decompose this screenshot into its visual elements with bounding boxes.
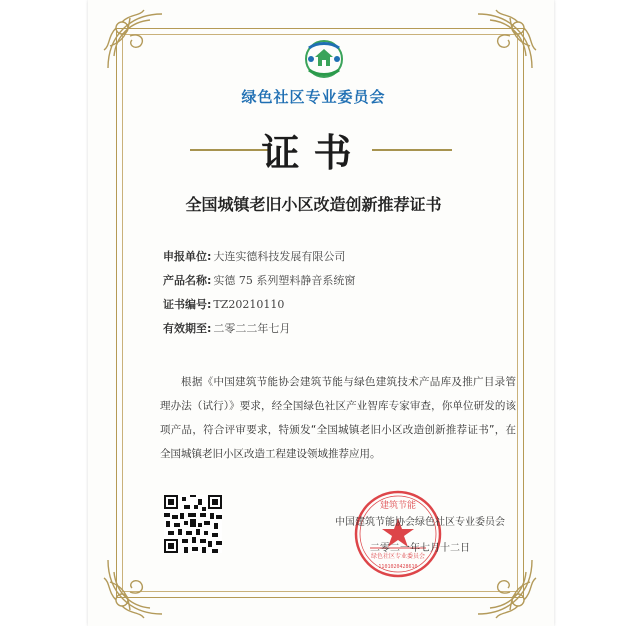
svg-text:建筑节能: 建筑节能 xyxy=(379,501,417,511)
field-value: 实德 75 系列塑料静音系统窗 xyxy=(213,274,356,287)
corner-ornament-icon xyxy=(100,6,170,76)
corner-ornament-icon xyxy=(470,6,540,76)
field-cert-number xyxy=(163,296,355,320)
official-seal-icon xyxy=(352,488,444,580)
issuer-name: 中国建筑节能协会绿色社区专业委员会 xyxy=(335,517,505,528)
field-product xyxy=(163,272,355,296)
svg-text:1101020428610: 1101020428610 xyxy=(378,564,418,570)
field-label: 产品名称: xyxy=(163,274,212,287)
title-rule-right xyxy=(372,149,452,151)
corner-ornament-icon xyxy=(470,552,540,622)
community-logo-icon xyxy=(303,38,345,80)
organization-name: 绿色社区专业委员会 xyxy=(241,88,386,106)
qr-code-icon[interactable] xyxy=(164,495,222,553)
certificate-subtitle: 全国城镇老旧小区改造创新推荐证书 xyxy=(185,195,442,214)
issue-date: 二零二一年七月十二日 xyxy=(370,543,470,554)
field-value: 二零二二年七月 xyxy=(213,322,291,335)
field-value: TZ20210110 xyxy=(213,298,285,311)
svg-text:绿色社区专业委员会: 绿色社区专业委员会 xyxy=(370,553,426,560)
certificate-body: 根据《中国建筑节能协会建筑节能与绿色建筑技术产品库及推广目录管理办法（试行）》要求，经全国绿色社区产业智库专家审查，你单位研发的该项产品，符合评审要求，特颁发“全国城镇老旧小区改造创新推荐证书”，在全国城镇老旧小区改造工程建设领域推荐应用。 xyxy=(160,376,516,460)
field-label: 申报单位: xyxy=(163,250,212,263)
field-label: 有效期至: xyxy=(163,322,212,335)
certificate-fields xyxy=(163,248,355,344)
field-value: 大连实德科技发展有限公司 xyxy=(213,250,346,263)
corner-ornament-icon xyxy=(100,552,170,622)
field-applicant xyxy=(163,248,355,272)
field-valid-until xyxy=(163,320,355,344)
certificate-title: 证书 xyxy=(261,130,366,175)
field-label: 证书编号: xyxy=(163,298,212,311)
